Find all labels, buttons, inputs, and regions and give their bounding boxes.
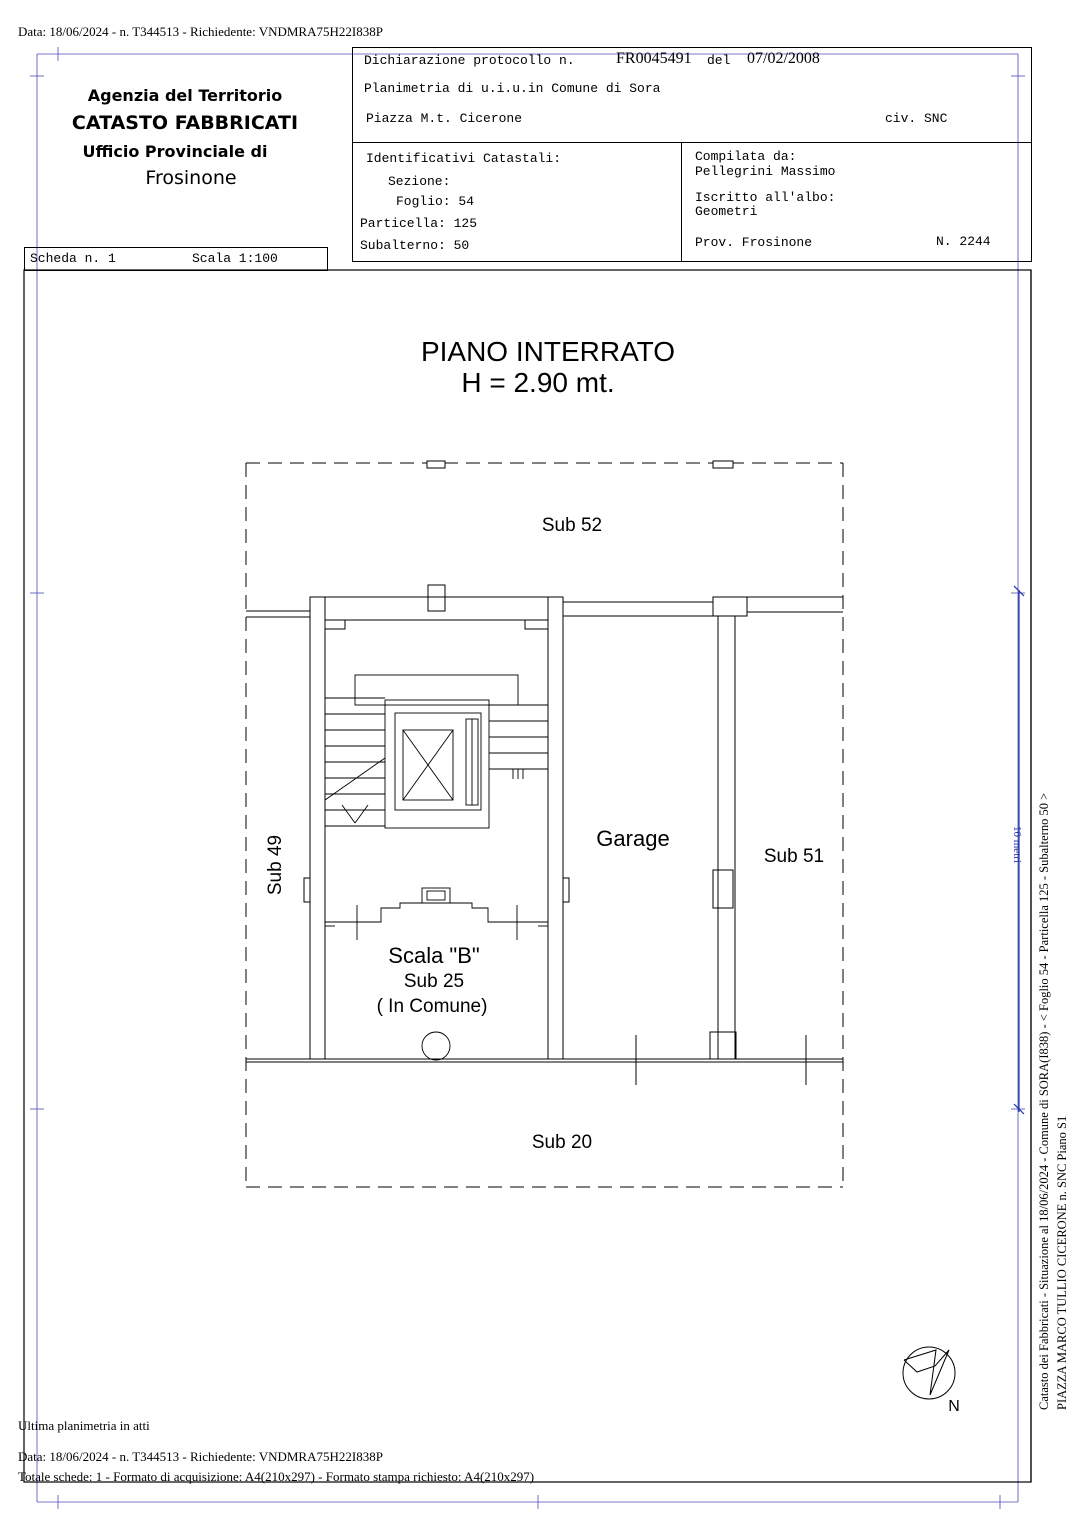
footer-request-line: Data: 18/06/2024 - n. T344513 - Richiedente: VNDMRA75H22I838P: [18, 1449, 383, 1464]
scheda-number: Scheda n. 1: [30, 251, 116, 266]
plan-title: PIANO INTERRATO: [420, 336, 676, 367]
walls: [246, 585, 843, 1085]
room-in-comune: ( In Comune): [376, 996, 488, 1017]
boundary-lines: [246, 463, 843, 1187]
compiler-label: Compilata da:: [695, 149, 797, 164]
north-arrow-icon: [903, 1347, 955, 1399]
plan-height: H = 2.90 mt.: [461, 367, 615, 398]
sezione: Sezione:: [388, 174, 451, 189]
room-sub-51: Sub 51: [763, 846, 825, 867]
agency-name: Agenzia del Territorio: [87, 86, 283, 105]
particella: Particella: 125: [360, 216, 478, 231]
compiler-name: Pellegrini Massimo: [695, 164, 836, 179]
province: Prov. Frosinone: [695, 235, 813, 250]
agency-catasto: CATASTO FABBRICATI: [71, 112, 299, 134]
foglio: Foglio: 54: [396, 194, 475, 209]
albo-value: Geometri: [695, 204, 758, 219]
subalterno: Subalterno: 50: [360, 238, 470, 253]
agency-office: Ufficio Provinciale di: [82, 142, 268, 161]
registration-number: N. 2244: [936, 234, 991, 249]
footer-totals: Totale schede: 1 - Formato di acquisizione: A4(210x297) - Formato stampa richiesto: A4(210x297): [18, 1469, 535, 1484]
protocol-date: 07/02/2008: [747, 50, 820, 67]
identifiers-title: Identificativi Catastali:: [366, 151, 562, 166]
room-sub-49: Sub 49: [265, 834, 286, 896]
scheda-scale: Scala 1:100: [192, 251, 278, 266]
room-sub-20: Sub 20: [531, 1132, 593, 1153]
protocol-number: FR0045491: [616, 50, 692, 67]
room-scala-b: Scala "B": [388, 943, 480, 968]
protocol-del: del: [707, 53, 731, 68]
request-header-line: Data: 18/06/2024 - n. T344513 - Richiedente: VNDMRA75H22I838P: [18, 24, 383, 39]
side-text-situation: Catasto dei Fabbricati - Situazione al 18/06/2024 - Comune di SORA(I838) - < Foglio 54 - Particella 125 - Subalterno 50 >: [1037, 792, 1051, 1410]
agency-province: Frosinone: [145, 167, 237, 189]
address: Piazza M.t. Cicerone: [366, 111, 523, 126]
albo-label: Iscritto all'albo:: [695, 190, 836, 205]
room-garage: Garage: [596, 826, 670, 851]
room-sub-52: Sub 52: [541, 515, 603, 536]
protocol-label: Dichiarazione protocollo n.: [364, 53, 575, 68]
last-plan-note: Ultima planimetria in atti: [18, 1418, 150, 1433]
side-text-address: PIAZZA MARCO TULLIO CICERONE n. SNC Piano S1: [1055, 1115, 1069, 1410]
north-label: N: [948, 1398, 960, 1415]
scale-bar-label: 10 metri: [1011, 826, 1023, 863]
room-sub-25: Sub 25: [403, 971, 465, 992]
planimetria-title: Planimetria di u.i.u.in Comune di Sora: [364, 81, 661, 96]
civic-number: civ. SNC: [885, 111, 948, 126]
